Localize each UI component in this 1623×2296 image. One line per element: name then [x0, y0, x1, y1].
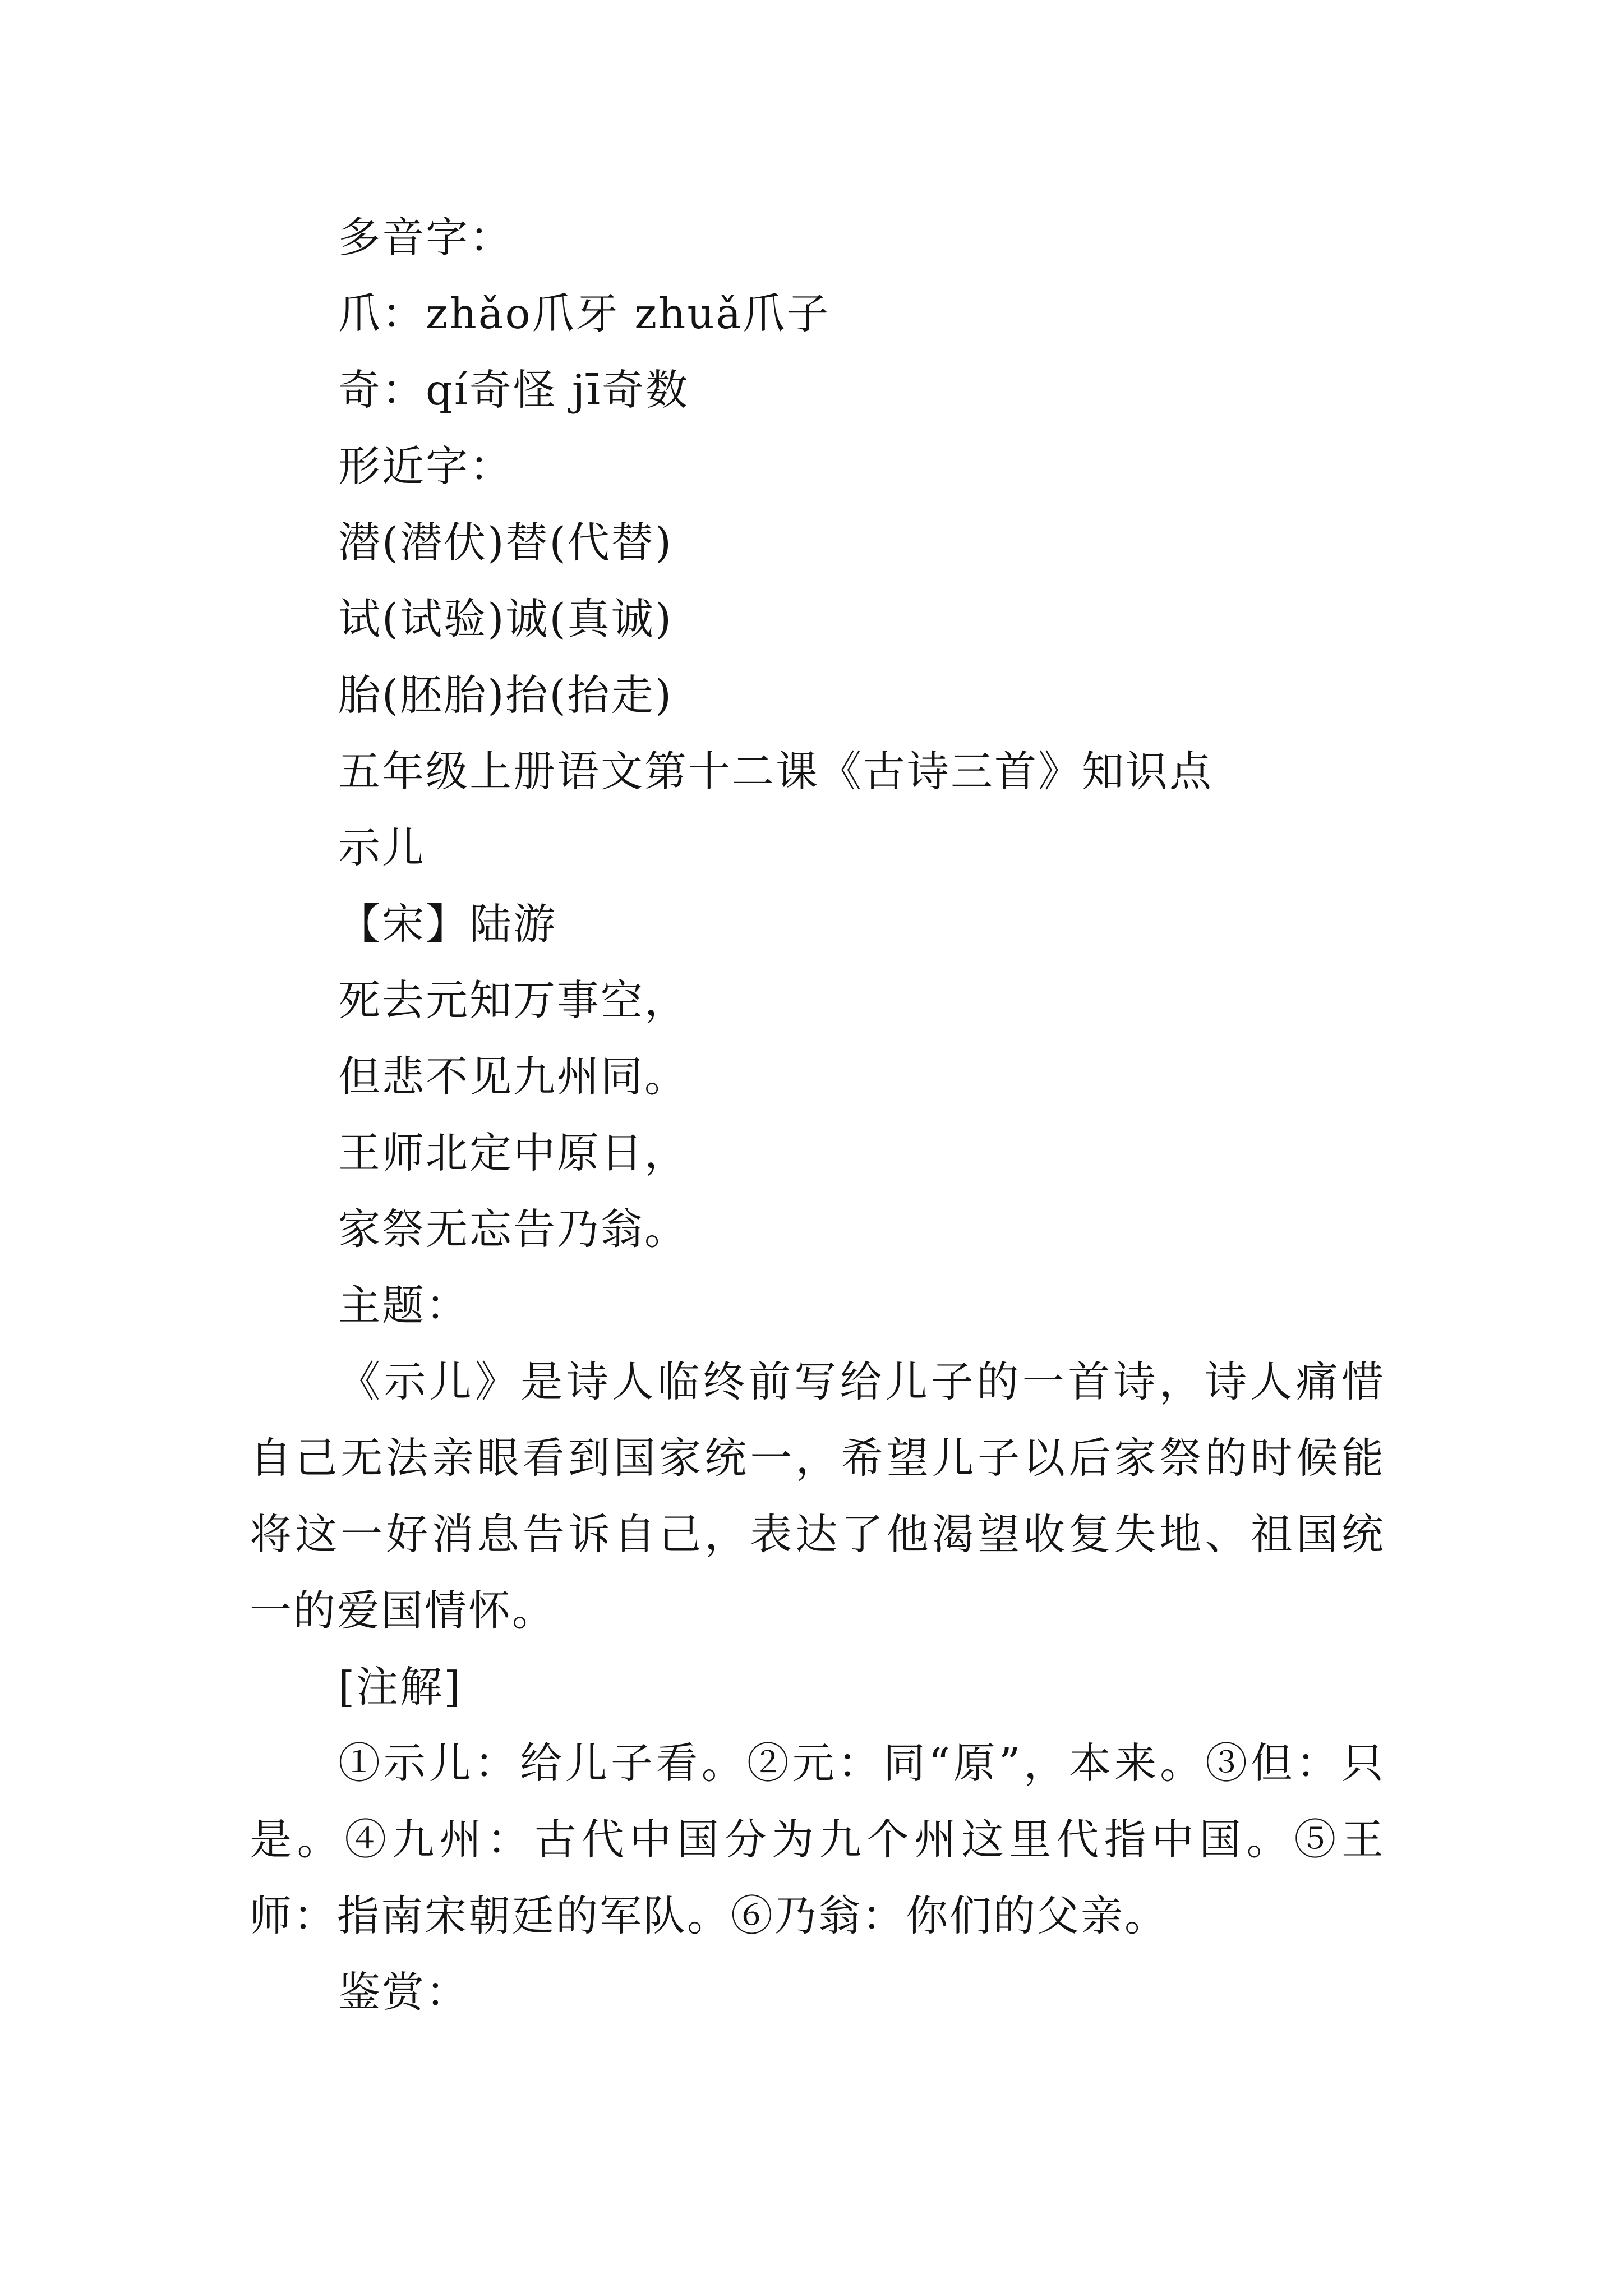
similar-chars-item: 潜(潜伏)替(代替) [338, 518, 674, 567]
lesson-title: 五年级上册语文第十二课《古诗三首》知识点 [338, 747, 1214, 796]
notes-heading: [注解] [338, 1662, 462, 1711]
similar-chars-heading: 形近字： [338, 441, 514, 491]
poem-line: 但悲不见九州同。 [338, 1052, 689, 1101]
theme-heading: 主题： [338, 1281, 470, 1330]
polyphonic-heading: 多音字： [338, 213, 514, 262]
similar-chars-item: 胎(胚胎)抬(抬走) [338, 670, 674, 720]
poem-title: 示儿 [338, 823, 426, 872]
notes-paragraph: ①示儿：给儿子看。②元：同“原”，本来。③但：只是。④九州：古代中国分为九个州这里代指中国。⑤王师：指南宋朝廷的军队。⑥乃翁：你们的父亲。 [250, 1738, 1385, 1940]
document-body [250, 199, 1385, 2030]
theme-paragraph: 《示儿》是诗人临终前写给儿子的一首诗，诗人痛惜自己无法亲眼看到国家统一，希望儿子以后家祭的时候能将这一好消息告诉自己，表达了他渴望收复失地、祖国统一的爱国情怀。 [250, 1357, 1385, 1635]
poem-line: 王师北定中原日， [338, 1128, 689, 1177]
polyphonic-item: 奇：qí奇怪 jī奇数 [338, 365, 690, 415]
similar-chars-item: 试(试验)诚(真诚) [338, 594, 674, 643]
appreciation-heading: 鉴赏： [338, 1967, 470, 2017]
poem-line: 死去元知万事空， [338, 976, 689, 1025]
poem-line: 家祭无忘告乃翁。 [338, 1204, 689, 1254]
poem-author: 【宋】陆游 [338, 899, 557, 949]
polyphonic-item: 爪：zhǎo爪牙 zhuǎ爪子 [338, 289, 831, 338]
